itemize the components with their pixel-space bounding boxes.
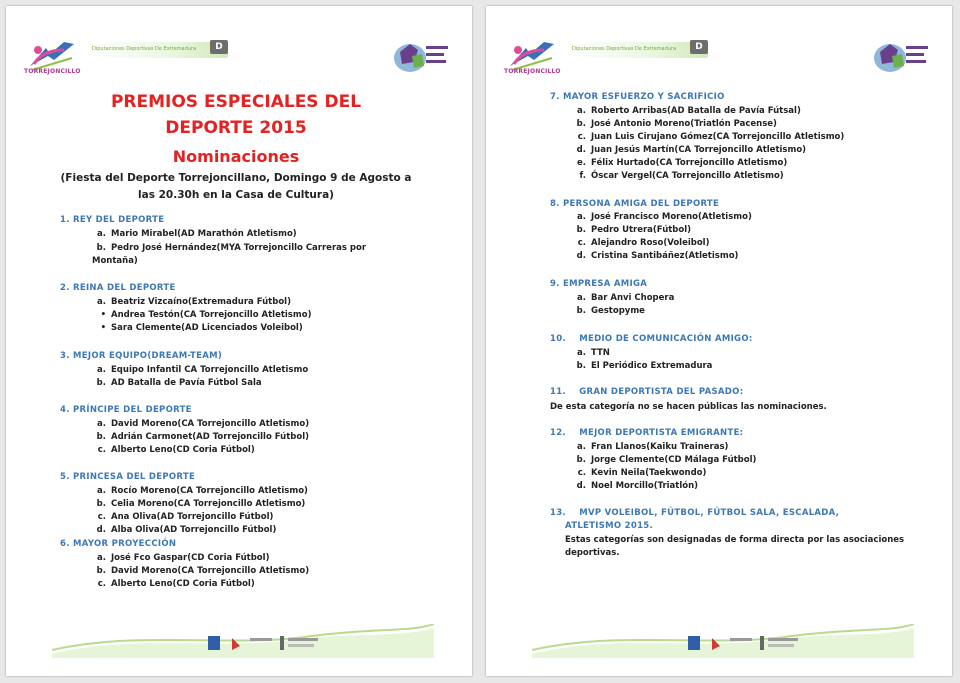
category-heading: 7. MAYOR ESFUERZO Y SACRIFICIO	[550, 92, 725, 102]
list-item: a. Roberto Arribas(AD Batalla de Pavía Fútsal)	[577, 106, 801, 116]
category-heading: 2. REINA DEL DEPORTE	[60, 283, 176, 293]
footer-sponsor-logos-icon	[686, 632, 806, 654]
list-item: d. Alba Oliva(AD Torrejoncillo Fútbol)	[96, 525, 277, 535]
list-item: b. AD Batalla de Pavía Fútbol Sala	[96, 378, 262, 388]
list-item: a. David Moreno(CA Torrejoncillo Atletismo)	[97, 419, 310, 429]
list-item: a. TTN	[577, 348, 610, 358]
list-item: b. Pedro Utrera(Fútbol)	[576, 225, 692, 235]
list-item: a. Rocío Moreno(CA Torrejoncillo Atletismo)	[97, 486, 308, 496]
list-item: b. Celia Moreno(CA Torrejoncillo Atletismo)	[96, 499, 306, 509]
list-item: b. Pedro José Hernández(MYA Torrejoncillo Carreras por Montaña)	[92, 243, 367, 266]
category-heading: 4. PRÍNCIPE DEL DEPORTE	[60, 405, 192, 415]
category-heading: 11. GRAN DEPORTISTA DEL PASADO:	[550, 387, 744, 397]
list-item: c. Juan Luis Cirujano Gómez(CA Torrejoncillo Atletismo)	[577, 132, 845, 142]
category-heading: 5. PRINCESA DEL DEPORTE	[60, 472, 196, 482]
list-item: e. Félix Hurtado(CA Torrejoncillo Atletismo)	[577, 158, 788, 168]
list-item: a. Bar Anvi Chopera	[577, 293, 675, 303]
municipal-logo-icon	[868, 36, 930, 76]
document-page-left	[6, 6, 472, 676]
list-item: • Sara Clemente(AD Licenciados Voleibol)	[100, 323, 303, 333]
category-heading: 3. MEJOR EQUIPO(DREAM-TEAM)	[60, 351, 223, 361]
subtitle-line-2: las 20.30h en la Casa de Cultura)	[138, 189, 334, 201]
title-nominaciones: Nominaciones	[172, 147, 300, 166]
category-heading: 8. PERSONA AMIGA DEL DEPORTE	[550, 199, 720, 209]
torrejoncillo-logo-text: TORREJONCILLO	[504, 68, 561, 75]
list-item: c. Kevin Neila(Taekwondo)	[577, 468, 707, 478]
list-item: c. Alberto Leno(CD Coria Fútbol)	[97, 579, 255, 589]
category-heading	[60, 215, 164, 225]
municipal-logo-icon	[388, 36, 450, 76]
list-item: c. Alberto Leno(CD Coria Fútbol)	[97, 445, 255, 455]
category-number: 1.	[60, 215, 70, 225]
list-item: b. José Antonio Moreno(Triatlón Pacense)	[576, 119, 777, 129]
header-band-badge: D	[210, 40, 228, 54]
list-item: a. Mario Mirabel(AD Marathón Atletismo)	[97, 229, 297, 239]
list-item: d. Juan Jesús Martín(CA Torrejoncillo Atletismo)	[576, 145, 807, 155]
list-item: d. Noel Morcillo(Triatlón)	[576, 481, 699, 491]
list-item: a. José Fco Gaspar(CD Coria Fútbol)	[97, 553, 270, 563]
header-band-text: Diputaciones Deportivas De Extremadura	[572, 46, 677, 52]
footer-sponsor-logos-icon	[206, 632, 326, 654]
list-item: a. José Francisco Moreno(Atletismo)	[577, 212, 752, 222]
category-note: deportivas.	[565, 548, 620, 558]
list-item: b. Gestopyme	[576, 306, 645, 316]
subtitle-line-1: (Fiesta del Deporte Torrejoncillano, Domingo 9 de Agosto a	[60, 172, 412, 184]
list-item: f. Óscar Vergel(CA Torrejoncillo Atletismo)	[579, 171, 784, 181]
document-page-right	[486, 6, 952, 676]
list-item: • Andrea Testón(CA Torrejoncillo Atletismo)	[100, 310, 312, 320]
list-item: a. Equipo Infantil CA Torrejoncillo Atletismo	[97, 365, 309, 375]
category-heading-continuation: ATLETISMO 2015.	[565, 521, 654, 531]
category-heading: 13. MVP VOLEIBOL, FÚTBOL, FÚTBOL SALA, ESCALADA,	[550, 508, 840, 518]
torrejoncillo-logo-text: TORREJONCILLO	[24, 68, 81, 75]
category-note: Estas categorías son designadas de forma directa por las asociaciones	[565, 535, 905, 545]
list-item: c. Alejandro Roso(Voleibol)	[577, 238, 710, 248]
list-item: b. David Moreno(CA Torrejoncillo Atletismo)	[96, 566, 310, 576]
category-note: De esta categoría no se hacen públicas las nominaciones.	[550, 402, 827, 412]
title-line-2: DEPORTE 2015	[165, 118, 307, 138]
category-heading: 10. MEDIO DE COMUNICACIÓN AMIGO:	[550, 334, 753, 344]
list-item: c. Ana Oliva(AD Torrejoncillo Fútbol)	[97, 512, 274, 522]
list-item: d. Cristina Santibáñez(Atletismo)	[576, 251, 739, 261]
list-item: b. Adrián Carmonet(AD Torrejoncillo Fútbol)	[96, 432, 309, 442]
header-band-text: Diputaciones Deportivas De Extremadura	[92, 46, 197, 52]
header-band-badge: D	[690, 40, 708, 54]
title-line-1: PREMIOS ESPECIALES DEL	[110, 92, 362, 112]
list-item: b. El Periódico Extremadura	[576, 361, 713, 371]
list-item: a. Beatriz Vizcaíno(Extremadura Fútbol)	[97, 297, 291, 307]
list-item: a. Fran Llanos(Kaiku Traineras)	[577, 442, 729, 452]
category-heading: 12. MEJOR DEPORTISTA EMIGRANTE:	[550, 428, 744, 438]
list-item: b. Jorge Clemente(CD Málaga Fútbol)	[576, 455, 757, 465]
category-title: REY DEL DEPORTE	[73, 215, 165, 225]
category-heading: 6. MAYOR PROYECCIÓN	[60, 539, 177, 549]
category-heading: 9. EMPRESA AMIGA	[550, 279, 648, 289]
